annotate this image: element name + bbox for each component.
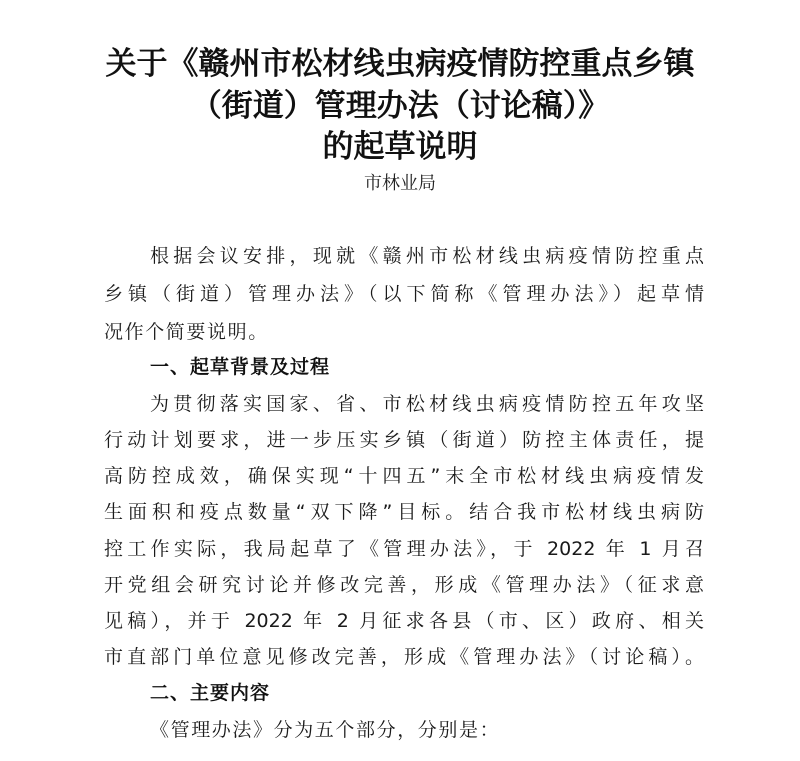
paragraph-line: 高防控成效，确保实现“十四五”末全市松材线虫病疫情发	[104, 465, 704, 487]
paragraph-line: 开党组会研究讨论并修改完善，形成《管理办法》（征求意	[104, 574, 704, 596]
paragraph-line: 控工作实际，我局起草了《管理办法》，于 2022 年 1 月召	[104, 538, 704, 560]
document-title-line-3: 的起草说明	[322, 129, 478, 165]
paragraph-line: 生面积和疫点数量“双下降”目标。结合我市松材线虫病防	[104, 501, 704, 523]
paragraph-line: 《管理办法》分为五个部分，分别是：	[150, 719, 501, 741]
paragraph-line: 行动计划要求，进一步压实乡镇（街道）防控主体责任，提	[104, 429, 704, 451]
paragraph-line: 根据会议安排，现就《赣州市松材线虫病疫情防控重点	[150, 245, 704, 267]
paragraph-line: 况作个简要说明。	[104, 321, 269, 343]
paragraph-line: 见稿），并于 2022 年 2 月征求各县（市、区）政府、相关	[104, 610, 704, 632]
document-title-line-1: 关于《赣州市松材线虫病疫情防控重点乡镇	[105, 46, 695, 82]
document-author: 市林业局	[364, 173, 436, 194]
paragraph-line: 为贯彻落实国家、省、市松材线虫病疫情防控五年攻坚	[150, 393, 704, 415]
section-heading-background: 一、起草背景及过程	[150, 356, 331, 378]
paragraph-line: 市直部门单位意见修改完善，形成《管理办法》（讨论稿）。	[104, 646, 704, 668]
document-title-line-2: （街道）管理办法（讨论稿）》	[190, 88, 610, 124]
paragraph-line: 乡镇（街道）管理办法》（以下简称《管理办法》）起草情	[104, 283, 704, 305]
section-heading-main-content: 二、主要内容	[150, 682, 271, 704]
